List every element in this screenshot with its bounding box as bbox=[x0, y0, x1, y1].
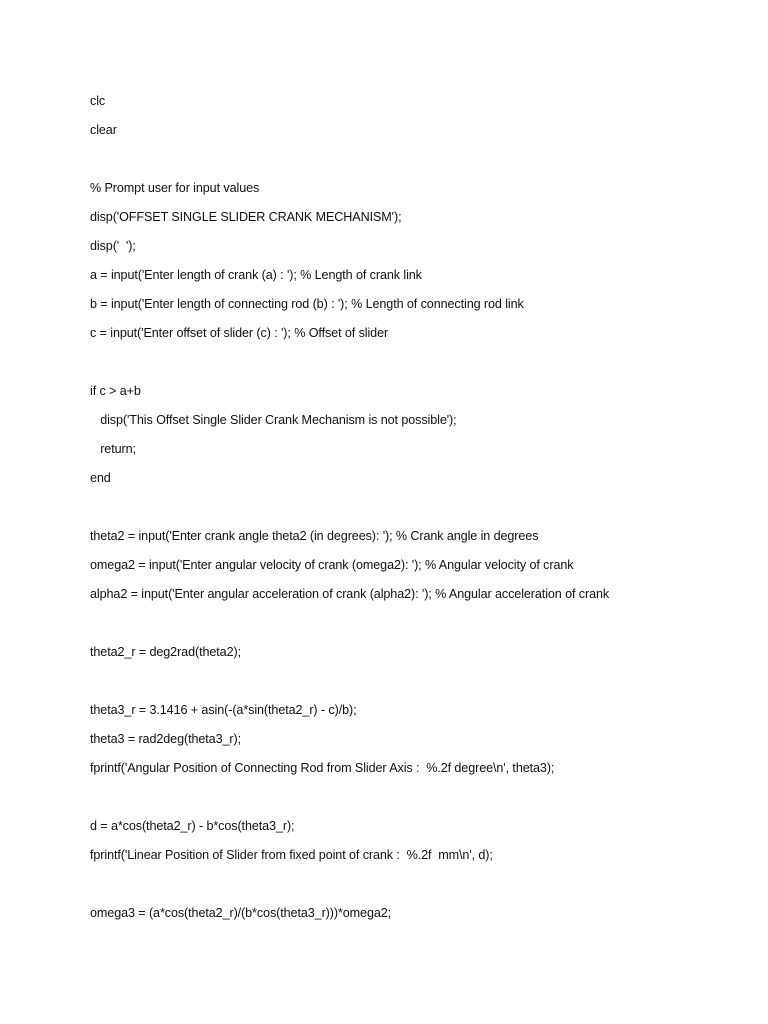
code-line: disp(' '); bbox=[90, 239, 136, 253]
blank-line bbox=[90, 613, 750, 642]
code-line: alpha2 = input('Enter angular acceleration of crank (alpha2): '); % Angular acceleration of crank bbox=[90, 587, 610, 601]
code-line: b = input('Enter length of connecting rod (b) : '); % Length of connecting rod link bbox=[90, 297, 524, 311]
blank-line bbox=[90, 352, 750, 381]
code-line: disp('This Offset Single Slider Crank Mechanism is not possible'); bbox=[90, 413, 457, 427]
code-line: omega2 = input('Enter angular velocity of crank (omega2): '); % Angular velocity of crank bbox=[90, 558, 574, 572]
code-line: clear bbox=[90, 123, 117, 137]
blank-line bbox=[90, 787, 750, 816]
code-line: c = input('Enter offset of slider (c) : '); % Offset of slider bbox=[90, 326, 389, 340]
code-line: theta2_r = deg2rad(theta2); bbox=[90, 645, 241, 659]
code-line: clc bbox=[90, 94, 106, 108]
code-line: a = input('Enter length of crank (a) : '); % Length of crank link bbox=[90, 268, 422, 282]
code-line: if c > a+b bbox=[90, 384, 141, 398]
code-line: fprintf('Linear Position of Slider from fixed point of crank : %.2f mm\n', d); bbox=[90, 848, 493, 862]
code-body bbox=[90, 91, 750, 932]
code-line: return; bbox=[90, 442, 136, 456]
code-line: end bbox=[90, 471, 111, 485]
code-line: omega3 = (a*cos(theta2_r)/(b*cos(theta3_r)))*omega2; bbox=[90, 906, 392, 920]
blank-line bbox=[90, 874, 750, 903]
code-line: theta2 = input('Enter crank angle theta2 (in degrees): '); % Crank angle in degrees bbox=[90, 529, 539, 543]
blank-line bbox=[90, 149, 750, 178]
code-line: theta3_r = 3.1416 + asin(-(a*sin(theta2_r) - c)/b); bbox=[90, 703, 357, 717]
code-line: d = a*cos(theta2_r) - b*cos(theta3_r); bbox=[90, 819, 295, 833]
code-line: theta3 = rad2deg(theta3_r); bbox=[90, 732, 241, 746]
blank-line bbox=[90, 497, 750, 526]
code-line: disp('OFFSET SINGLE SLIDER CRANK MECHANISM'); bbox=[90, 210, 402, 224]
code-line: fprintf('Angular Position of Connecting Rod from Slider Axis : %.2f degree\n', theta3); bbox=[90, 761, 555, 775]
blank-line bbox=[90, 671, 750, 700]
code-comment: % Prompt user for input values bbox=[90, 181, 260, 195]
